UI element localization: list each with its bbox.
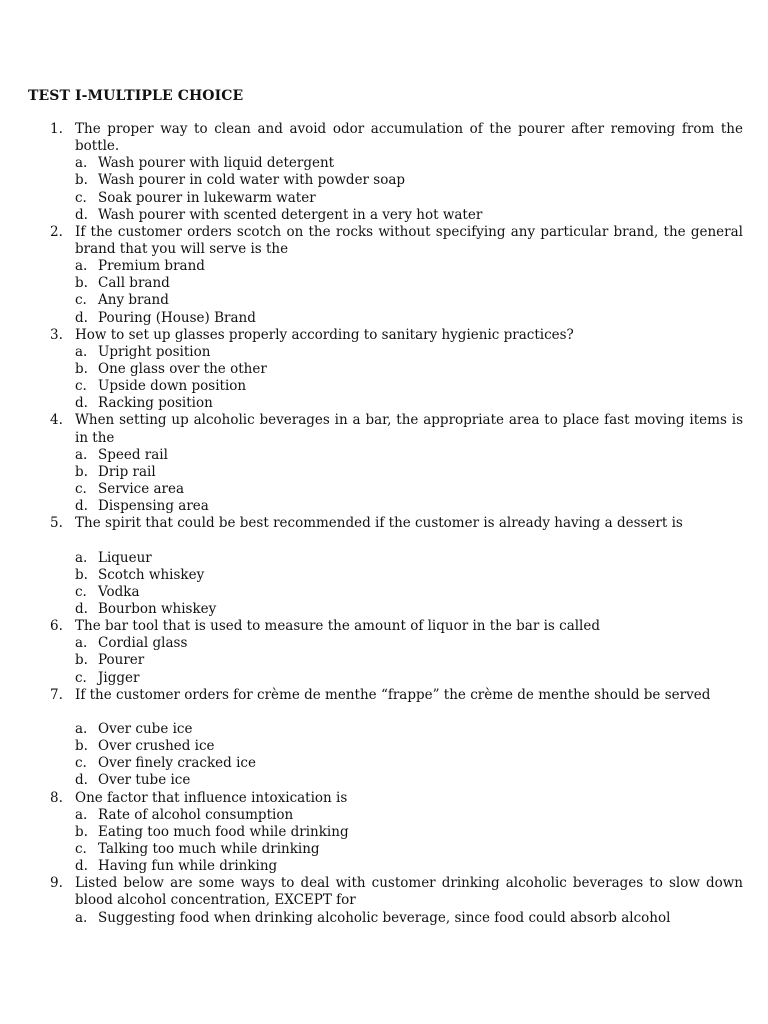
answer-option	[0, 910, 768, 927]
answer-option	[0, 498, 768, 515]
option-text: Service area	[98, 481, 185, 497]
question-text: How to set up glasses properly according to sanitary hygienic practices?	[75, 326, 574, 343]
question-item	[0, 224, 768, 258]
answer-option	[0, 584, 768, 601]
option-letter: d.	[75, 206, 88, 223]
option-letter: c.	[75, 755, 87, 772]
option-letter: a.	[75, 155, 88, 172]
option-text: Over crushed ice	[98, 738, 215, 755]
answer-option	[0, 275, 768, 292]
answer-option	[0, 601, 768, 618]
question-number: 2.	[50, 223, 63, 240]
answer-option	[0, 481, 768, 498]
option-letter: b.	[75, 275, 88, 292]
question-text: If the customer orders for crème de menthe “frappe” the crème de menthe should be served	[75, 686, 711, 703]
question-text: If the customer orders scotch on the rocks without specifying any particular brand, the general brand that you will serve is the	[75, 223, 743, 258]
option-letter: b.	[75, 463, 88, 480]
answer-option	[0, 464, 768, 481]
option-text: Scotch whiskey	[98, 566, 205, 583]
question-text: Listed below are some ways to deal with customer drinking alcoholic beverages to slow down blood alcohol concentration, EXCEPT for	[75, 875, 743, 909]
question-item	[0, 515, 768, 549]
answer-option	[0, 755, 768, 772]
answer-option	[0, 292, 768, 309]
option-text: Racking position	[98, 395, 213, 412]
answer-option	[0, 310, 768, 327]
answer-option	[0, 190, 768, 207]
option-text: Over finely cracked ice	[98, 755, 256, 772]
option-letter: a.	[75, 343, 88, 360]
option-letter: b.	[75, 652, 88, 669]
answer-option	[0, 670, 768, 687]
answer-option	[0, 567, 768, 584]
option-text: Speed rail	[98, 446, 168, 463]
option-text: Pouring (House) Brand	[98, 309, 256, 326]
option-text: Upright position	[98, 343, 211, 360]
answer-option	[0, 344, 768, 361]
option-text: Liqueur	[98, 549, 152, 566]
option-letter: d.	[75, 858, 88, 875]
question-number: 5.	[50, 515, 63, 532]
question-number: 6.	[50, 618, 63, 635]
option-letter: a.	[75, 909, 88, 926]
option-letter: b.	[75, 361, 88, 377]
question-item	[0, 790, 768, 807]
question-list	[0, 121, 768, 927]
option-letter: a.	[75, 446, 88, 463]
option-letter: d.	[75, 309, 88, 326]
option-letter: c.	[75, 583, 87, 600]
option-text: Eating too much food while drinking	[98, 823, 349, 840]
option-letter: b.	[75, 172, 88, 189]
option-text: Call brand	[98, 275, 170, 292]
answer-option	[0, 550, 768, 567]
option-text: Dispensing area	[98, 498, 209, 515]
question-number: 9.	[50, 875, 63, 892]
option-text: Drip rail	[98, 463, 156, 480]
option-letter: c.	[75, 189, 87, 206]
answer-option	[0, 738, 768, 755]
question-number: 3.	[50, 326, 63, 343]
option-letter: d.	[75, 601, 88, 617]
option-text: Any brand	[98, 292, 169, 309]
option-letter: c.	[75, 292, 87, 309]
answer-option	[0, 172, 768, 189]
option-letter: c.	[75, 378, 87, 395]
option-letter: a.	[75, 258, 88, 275]
option-letter: a.	[75, 721, 88, 737]
question-text: When setting up alcoholic beverages in a bar, the appropriate area to place fast moving items is in the	[75, 412, 743, 446]
question-number: 4.	[50, 412, 63, 429]
question-text: The proper way to clean and avoid odor accumulation of the pourer after removing from the bottle.	[75, 121, 743, 155]
option-letter: b.	[75, 738, 88, 755]
option-letter: c.	[75, 669, 87, 686]
answer-option	[0, 721, 768, 738]
question-item	[0, 875, 768, 909]
option-text: Bourbon whiskey	[98, 601, 217, 617]
answer-option	[0, 207, 768, 224]
question-text: One factor that influence intoxication is	[75, 789, 348, 806]
question-item	[0, 618, 768, 635]
option-text: One glass over the other	[98, 361, 267, 377]
option-letter: d.	[75, 772, 88, 789]
answer-option	[0, 395, 768, 412]
option-text: Wash pourer in cold water with powder soap	[98, 172, 406, 189]
answer-option	[0, 841, 768, 858]
option-letter: d.	[75, 498, 88, 515]
option-text: Upside down position	[98, 378, 247, 395]
option-text: Having fun while drinking	[98, 858, 278, 875]
answer-option	[0, 652, 768, 669]
answer-option	[0, 155, 768, 172]
option-letter: c.	[75, 840, 87, 857]
option-letter: a.	[75, 806, 88, 823]
option-letter: b.	[75, 823, 88, 840]
test-title: TEST I-MULTIPLE CHOICE	[28, 88, 244, 104]
option-letter: b.	[75, 566, 88, 583]
question-number: 8.	[50, 789, 63, 806]
option-text: Wash pourer with liquid detergent	[98, 155, 335, 172]
option-text: Premium brand	[98, 258, 205, 275]
option-text: Jigger	[98, 669, 140, 686]
option-text: Suggesting food when drinking alcoholic beverage, since food could absorb alcohol	[98, 909, 671, 926]
option-text: Soak pourer in lukewarm water	[98, 189, 316, 206]
question-item	[0, 687, 768, 721]
option-letter: c.	[75, 481, 87, 497]
answer-option	[0, 858, 768, 875]
option-letter: a.	[75, 549, 88, 566]
question-number: 1.	[50, 121, 63, 137]
option-letter: a.	[75, 635, 88, 652]
question-number: 7.	[50, 686, 63, 703]
question-item	[0, 121, 768, 155]
question-text: The spirit that could be best recommended if the customer is already having a dessert is	[75, 515, 683, 532]
option-text: Vodka	[98, 583, 140, 600]
option-text: Wash pourer with scented detergent in a very hot water	[98, 206, 483, 223]
option-text: Over cube ice	[98, 721, 193, 737]
answer-option	[0, 635, 768, 652]
answer-option	[0, 378, 768, 395]
answer-option	[0, 258, 768, 275]
answer-option	[0, 447, 768, 464]
option-text: Cordial glass	[98, 635, 188, 652]
option-text: Rate of alcohol consumption	[98, 806, 294, 823]
answer-option	[0, 807, 768, 824]
question-item	[0, 327, 768, 344]
answer-option	[0, 361, 768, 378]
option-letter: d.	[75, 395, 88, 412]
option-text: Talking too much while drinking	[98, 840, 320, 857]
option-text: Over tube ice	[98, 772, 191, 789]
answer-option	[0, 772, 768, 789]
question-item	[0, 412, 768, 446]
answer-option	[0, 824, 768, 841]
option-text: Pourer	[98, 652, 145, 669]
question-text: The bar tool that is used to measure the amount of liquor in the bar is called	[75, 618, 601, 635]
